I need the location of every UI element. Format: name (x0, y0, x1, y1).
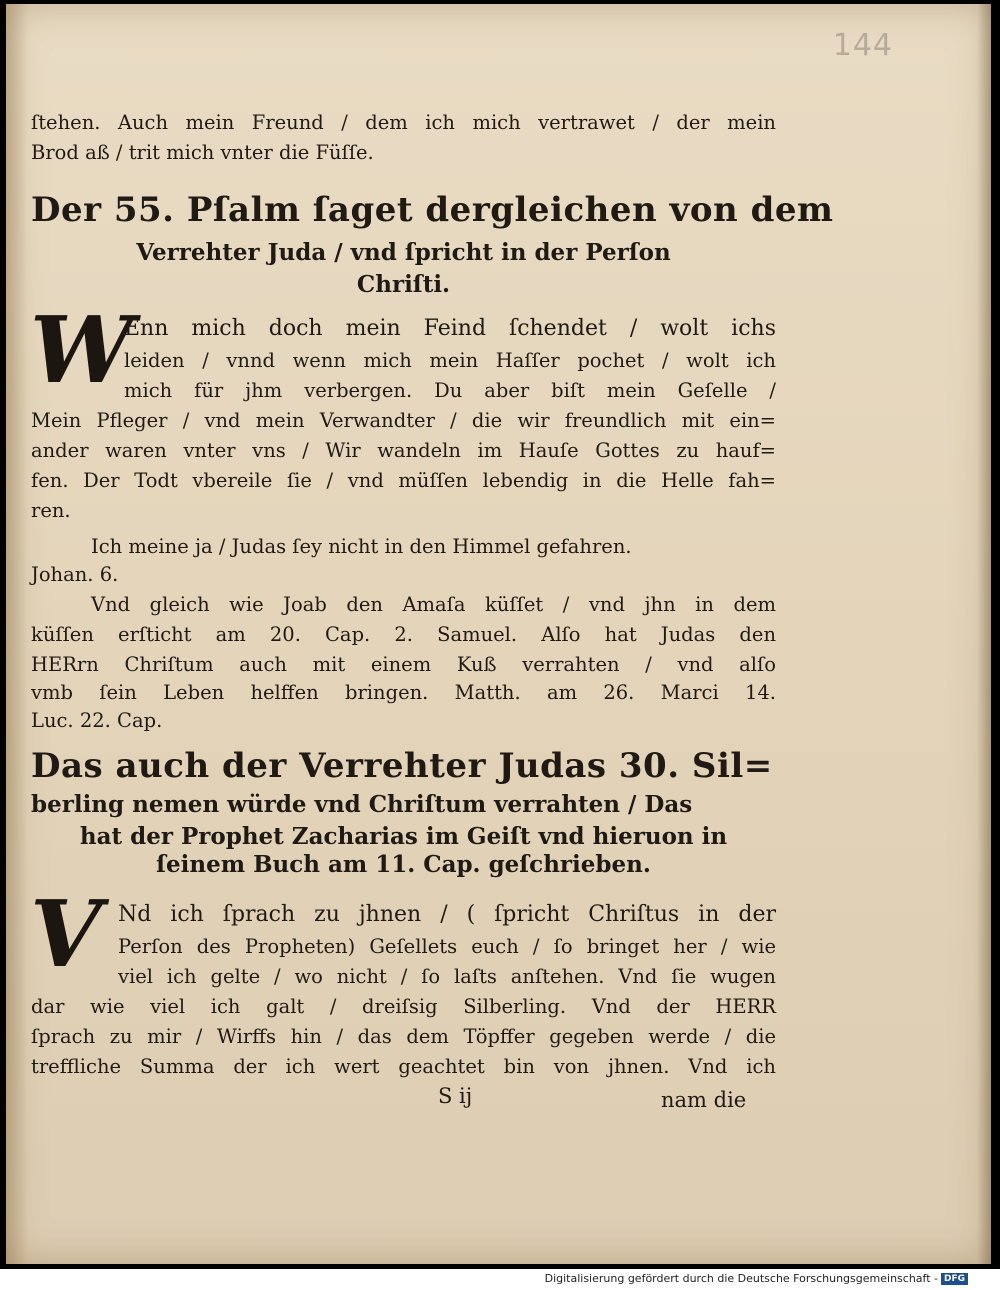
drop-capital: V (30, 880, 102, 988)
dfg-logo: DFG (941, 1273, 968, 1285)
text-line: vmb ſein Leben helffen bringen. Matth. am 26. Marci 14. (31, 681, 776, 704)
text-line: Brod aß / trit mich vnter die Füſſe. (31, 141, 374, 164)
text-line: Perſon des Propheten) Geſellets euch / ſo bringet her / wie (118, 935, 776, 958)
section-heading: Das auch der Verrehter Judas 30. Sil= (31, 746, 773, 786)
text-line: Ich meine ja / Judas ſey nicht in den Himmel gefahren. (91, 535, 632, 558)
section-heading: Chriſti. (356, 271, 451, 298)
section-heading: ſeinem Buch am 11. Cap. geſchrieben. (156, 851, 651, 878)
section-heading: berling nemen würde vnd Chriſtum verrahten / Das (31, 791, 693, 818)
text-line: leiden / vnnd wenn mich mein Haſſer pochet / wolt ich (124, 349, 776, 372)
text-line: Luc. 22. Cap. (31, 709, 163, 732)
text-line: ſprach zu mir / Wirffs hin / das dem Töpffer gegeben werde / die (31, 1025, 776, 1048)
text-line: küſſen erſticht am 20. Cap. 2. Samuel. Alſo hat Judas den (31, 623, 776, 646)
credit-text: Digitalisierung gefördert durch die Deutsche Forschungsgemeinschaft - (544, 1272, 938, 1285)
text-line: treffliche Summa der ich wert geachtet bin von jhnen. Vnd ich (31, 1055, 776, 1078)
text-line: fen. Der Todt vbereile ſie / vnd müſſen lebendig in die Helle fah= (31, 469, 776, 492)
catchword: nam die (661, 1088, 747, 1112)
text-line: Mein Pfleger / vnd mein Verwandter / die wir freundlich mit ein= (31, 409, 776, 432)
section-heading: Der 55. Pſalm ſaget dergleichen von dem (31, 190, 834, 230)
text-line: dar wie viel ich galt / dreiſsig Silberling. Vnd der HERR (31, 995, 776, 1018)
section-heading: Verrehter Juda / vnd ſpricht in der Perſon (136, 239, 671, 266)
text-line: Vnd gleich wie Joab den Amaſa küſſet / vnd jhn in dem (91, 593, 776, 616)
section-heading: hat der Prophet Zacharias im Geiſt vnd hieruon in (79, 823, 728, 850)
text-line: Nd ich ſprach zu jhnen / ( ſpricht Chriſtus in der (118, 902, 776, 927)
text-line: mich für jhm verbergen. Du aber biſt mein Geſelle / (124, 379, 776, 402)
book-page (6, 4, 991, 1264)
text-line: viel ich gelte / wo nicht / ſo laſts anſtehen. Vnd ſie wugen (118, 965, 776, 988)
text-line: ren. (31, 499, 71, 522)
text-line: Johan. 6. (31, 563, 119, 586)
drop-capital: W (30, 296, 134, 404)
funding-credit (545, 1272, 968, 1285)
text-line: Enn mich doch mein Feind ſchendet / wolt ichs (124, 316, 776, 341)
signature-mark: S ij (438, 1084, 473, 1108)
text-line: ander waren vnter vns / Wir wandeln im Hauſe Gottes zu hauf= (31, 439, 776, 462)
text-line: ſtehen. Auch mein Freund / dem ich mich vertrawet / der mein (31, 111, 776, 134)
folio-number: 144 (832, 28, 893, 63)
text-line: HERrn Chriſtum auch mit einem Kuß verrahten / vnd alſo (31, 653, 776, 676)
